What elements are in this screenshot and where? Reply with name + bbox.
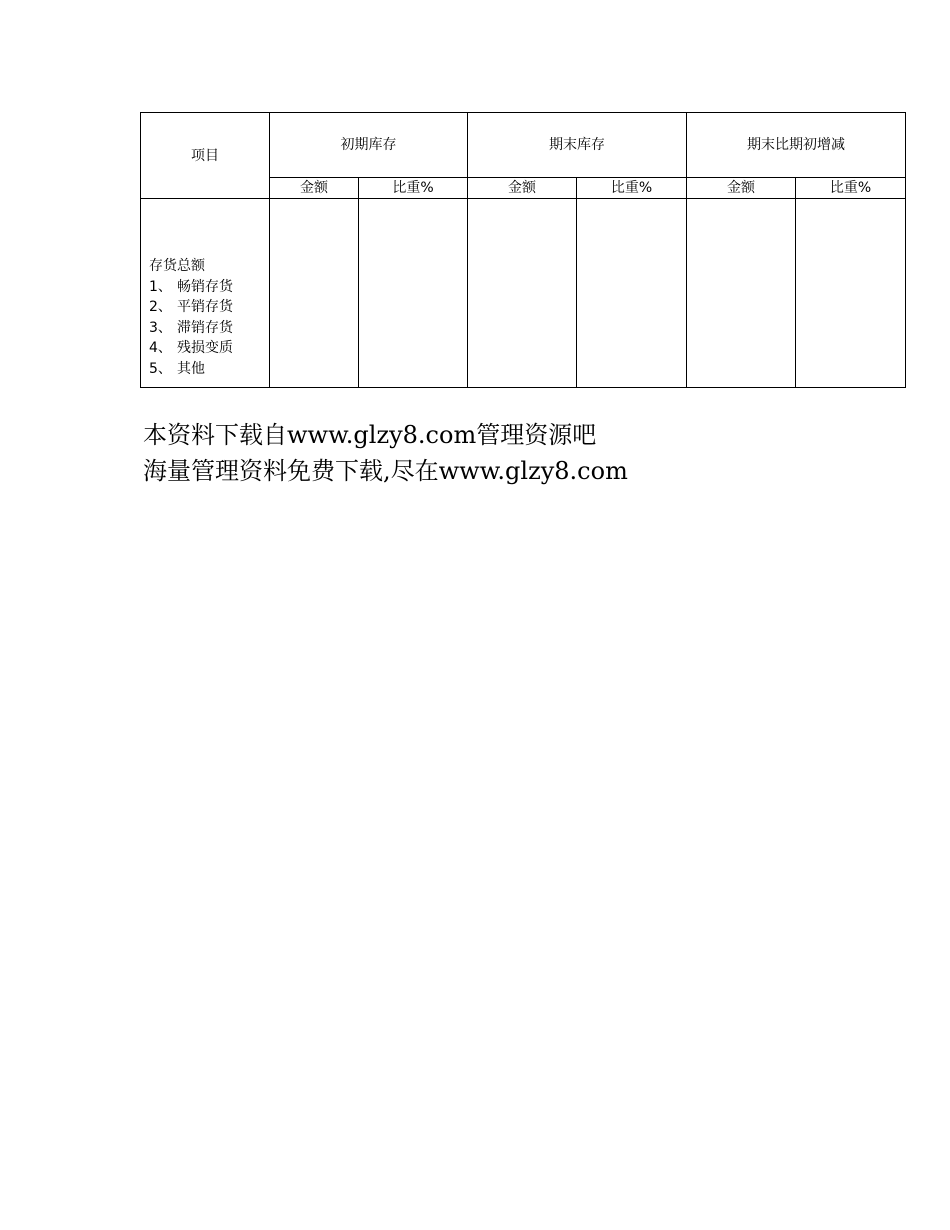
item-label: 存货总额 [149, 258, 205, 274]
subheader-share: 比重% [577, 178, 687, 199]
subheader-share: 比重% [359, 178, 468, 199]
empty-cell [577, 199, 687, 388]
footer-line-1: 本资料下载自www.glzy8.com管理资源吧 [143, 421, 597, 449]
subheader-amount: 金额 [270, 178, 359, 199]
item-number: 2、 [149, 299, 172, 315]
table-row [141, 199, 906, 388]
item-number: 3、 [149, 319, 172, 336]
empty-cell [687, 199, 796, 388]
empty-cell [468, 199, 577, 388]
empty-cell [359, 199, 468, 388]
list-item [149, 297, 269, 318]
subheader-amount: 金额 [468, 178, 577, 199]
items-cell [141, 199, 270, 388]
item-number: 1、 [149, 278, 172, 295]
list-item [149, 256, 269, 277]
item-label: 滞销存货 [177, 319, 233, 336]
item-label: 平销存货 [177, 299, 233, 315]
item-label: 残损变质 [177, 340, 233, 356]
item-number: 4、 [149, 340, 172, 356]
item-number: 5、 [149, 360, 172, 377]
inventory-structure-table [140, 112, 906, 388]
footer-note [143, 417, 628, 489]
list-item [149, 277, 269, 298]
header-row [141, 113, 906, 178]
list-item [149, 338, 269, 359]
header-opening-inventory: 初期库存 [270, 113, 468, 178]
item-label: 畅销存货 [177, 278, 233, 295]
subheader-share: 比重% [796, 178, 906, 199]
list-item [149, 359, 269, 380]
footer-line-2: 海量管理资料免费下载,尽在www.glzy8.com [143, 457, 628, 485]
empty-cell [796, 199, 906, 388]
list-item [149, 318, 269, 339]
item-label: 其他 [177, 360, 205, 377]
items-list [141, 199, 269, 379]
subheader-amount: 金额 [687, 178, 796, 199]
header-change: 期末比期初增减 [687, 113, 906, 178]
empty-cell [270, 199, 359, 388]
header-item: 项目 [141, 113, 270, 199]
header-closing-inventory: 期末库存 [468, 113, 687, 178]
